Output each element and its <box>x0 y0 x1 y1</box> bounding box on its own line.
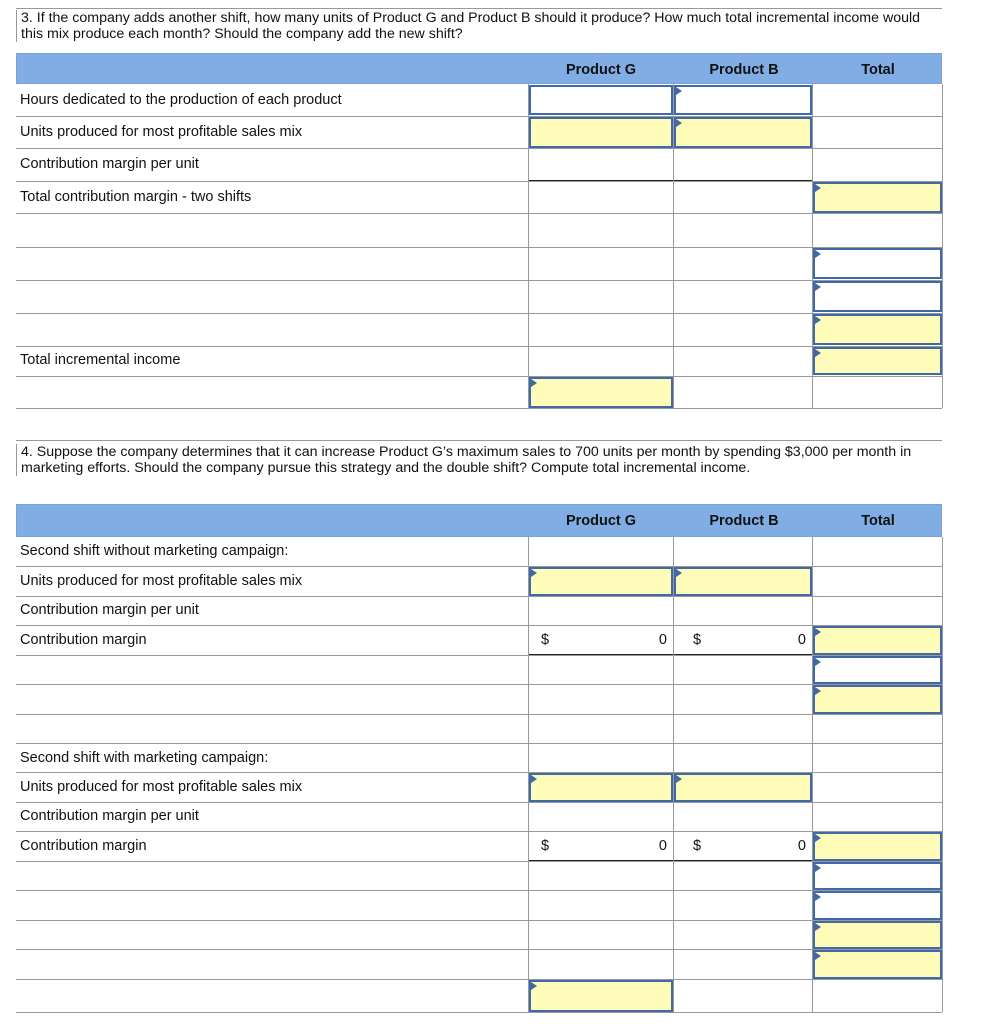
q3-total-input-3[interactable] <box>813 314 942 345</box>
q3-units-g-input[interactable] <box>529 117 673 148</box>
q4-without-cm-b-value: 0 <box>797 632 806 648</box>
q3-header-product-g: Product G <box>565 62 637 78</box>
q4-without-units-g-input[interactable] <box>529 567 673 596</box>
q3-label-tii: Total incremental income <box>20 352 181 368</box>
q4-with-title: Second shift with marketing campaign: <box>20 750 269 766</box>
q3-label-tcm: Total contribution margin - two shifts <box>20 189 252 205</box>
q4-with-units-g-input[interactable] <box>529 773 673 802</box>
q3-label-cm-unit: Contribution margin per unit <box>20 156 199 172</box>
q4-without-cm-g-value: 0 <box>658 632 667 648</box>
q4-decision-input[interactable] <box>529 980 673 1012</box>
q3-decision-input[interactable] <box>529 377 673 408</box>
q4-without-cm-unit-label: Contribution margin per unit <box>20 602 199 618</box>
q3-header-total: Total <box>861 62 895 78</box>
q4-without-units-label: Units produced for most profitable sales mix <box>20 573 303 589</box>
q4-header-row <box>16 504 942 537</box>
q4-with-total-input-4[interactable] <box>813 921 942 949</box>
q4-header-product-g: Product G <box>565 513 637 529</box>
q4-header-product-b: Product B <box>709 513 779 529</box>
q3-label-units: Units produced for most profitable sales mix <box>20 124 303 140</box>
q3-hours-g-input[interactable] <box>529 85 673 115</box>
q4-with-cm-b-dollar: $ <box>693 838 702 854</box>
q4-with-cm-b-value: 0 <box>797 838 806 854</box>
q3-header-row <box>16 53 942 84</box>
q4-with-cm-label: Contribution margin <box>20 838 147 854</box>
q3-question: 3. If the company adds another shift, how many units of Product G and Product B should it produce? How much total incremental income would this mix produce each month? Should the company add the new shift? <box>16 10 944 42</box>
q3-tcm-total-input[interactable] <box>813 182 942 213</box>
q3-total-input-1[interactable] <box>813 248 942 279</box>
q4-with-units-label: Units produced for most profitable sales mix <box>20 779 303 795</box>
q4-with-units-b-input[interactable] <box>674 773 812 802</box>
q4-without-title: Second shift without marketing campaign: <box>20 543 289 559</box>
q3-label-hours: Hours dedicated to the production of each product <box>20 92 342 108</box>
q4-header-total: Total <box>861 513 895 529</box>
q4-with-total-input-3[interactable] <box>813 891 942 920</box>
q4-with-total-input-5[interactable] <box>813 950 942 979</box>
q4-without-cm-g-dollar: $ <box>541 632 550 648</box>
q3-units-b-input[interactable] <box>674 117 812 148</box>
q4-without-total-input-2[interactable] <box>813 656 942 684</box>
q4-with-cm-unit-label: Contribution margin per unit <box>20 808 199 824</box>
q4-without-cm-label: Contribution margin <box>20 632 147 648</box>
q4-question: 4. Suppose the company determines that it can increase Product G’s maximum sales to 700 units per month by spending $3,000 per month in marketing efforts. Should the company pursue this strategy and the double shift? Compute total incremental income. <box>16 444 944 476</box>
q4-with-cm-total-input[interactable] <box>813 832 942 861</box>
q3-total-input-2[interactable] <box>813 281 942 312</box>
q3-header-product-b: Product B <box>709 62 779 78</box>
q4-without-total-input-3[interactable] <box>813 685 942 714</box>
q4-with-total-input-2[interactable] <box>813 862 942 890</box>
q4-without-units-b-input[interactable] <box>674 567 812 596</box>
q3-tii-total-input[interactable] <box>813 347 942 375</box>
q4-without-cm-total-input[interactable] <box>813 626 942 655</box>
q4-with-cm-g-dollar: $ <box>541 838 550 854</box>
q4-with-cm-g-value: 0 <box>658 838 667 854</box>
q4-without-cm-b-dollar: $ <box>693 632 702 648</box>
q3-hours-b-input[interactable] <box>674 85 812 115</box>
